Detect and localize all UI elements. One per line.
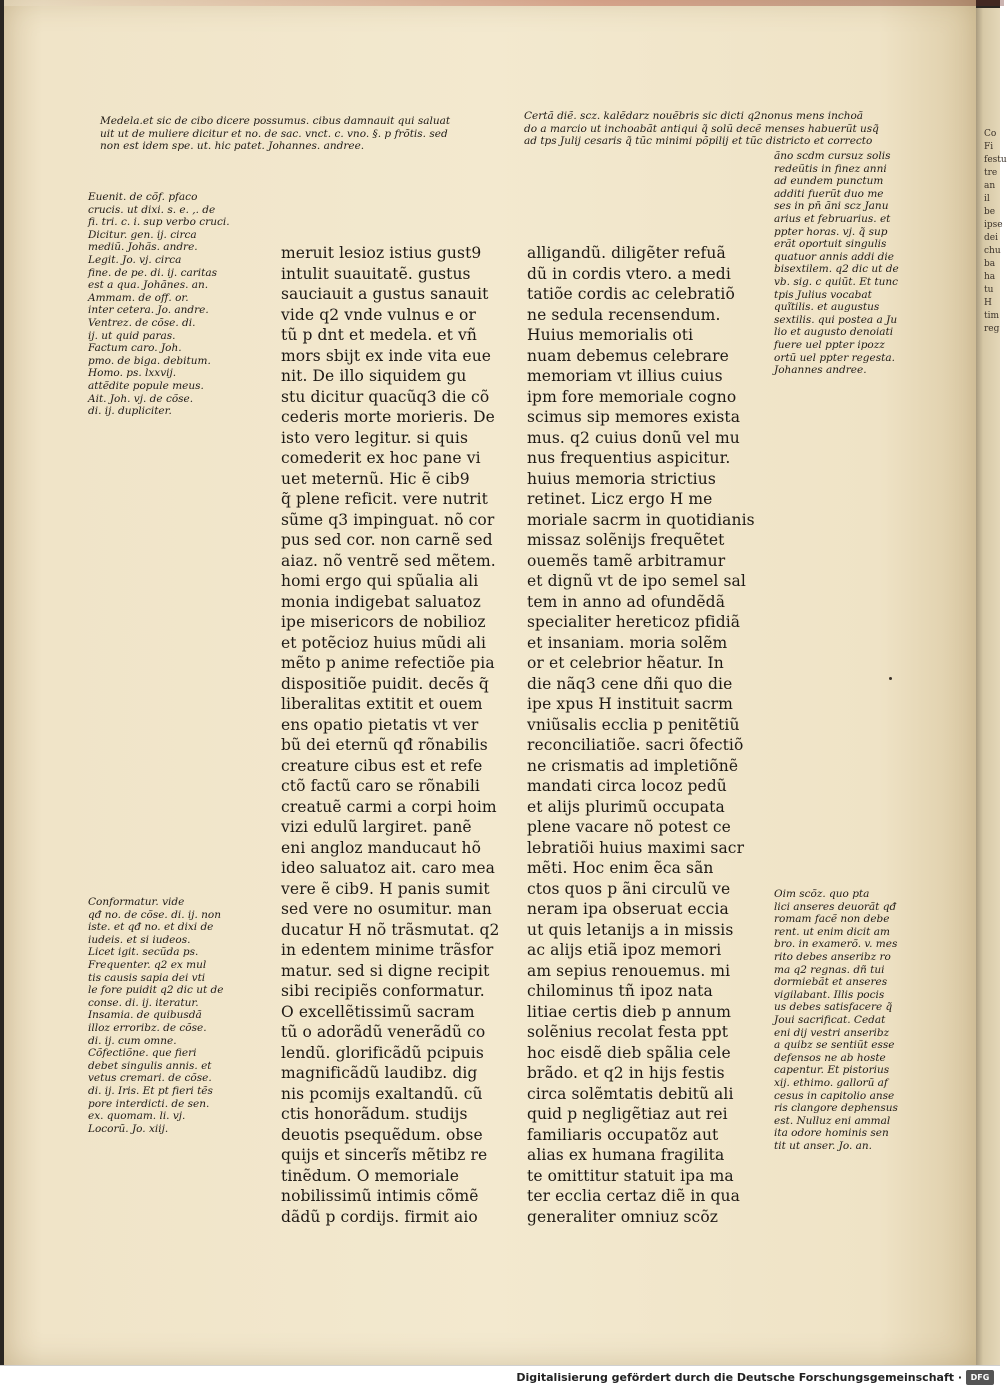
text-line: dũ in cordis vtero. a medi (527, 264, 731, 283)
text-line: alias ex humana fragilita (527, 1146, 725, 1164)
text-line: vide q2 vnde vulnus e or (281, 305, 476, 324)
text-line: Legit. Jo. vj. circa (88, 253, 182, 266)
text-line: ad tps Julij cesaris q̃ tũc minimi põpilij et tũc districto et correcto (524, 135, 873, 148)
text-line: eni dij vestri anseribz (774, 1026, 890, 1039)
text-line: quid p negligẽtiaz aut rei (527, 1105, 728, 1123)
text-line: tre (984, 168, 998, 178)
left-margin-gloss-2 (88, 896, 238, 1135)
text-line: intulit suauitatẽ. gustus (281, 264, 471, 283)
text-line: mus. q2 cuius donũ vel mu (527, 428, 740, 447)
text-line: an (984, 181, 996, 191)
text-line: fine. de pe. di. ij. caritas (88, 266, 217, 279)
text-line: specialiter hereticoz pfidiã (527, 613, 741, 631)
text-line: dãdũ p cordijs. firmit aio (281, 1207, 478, 1226)
text-line: Fi (984, 142, 994, 152)
text-line: dispositiõe puidit. decẽs q̃ (281, 674, 489, 693)
text-line: ctõ factũ caro se rõnabili (281, 777, 480, 795)
text-line: magnificãdũ laudibz. dig (281, 1064, 478, 1082)
text-line: ad eundem punctum (774, 175, 884, 188)
text-line: il (984, 194, 990, 204)
footer-bar (0, 1365, 1000, 1390)
text-line: bro. in examerõ. v. mes (774, 938, 898, 951)
text-line: circa solẽmtatis debitũ ali (527, 1084, 734, 1103)
main-text-column-1 (281, 243, 501, 1227)
text-line: litiae certis dieb p annum (527, 1002, 732, 1021)
text-line: nit. De illo siquidem gu (281, 367, 467, 385)
text-line: liberalitas extitit et ouem (281, 695, 483, 713)
adjacent-page-edge (976, 8, 1007, 1365)
text-line: et insaniam. moria solẽm (527, 633, 728, 652)
top-gloss-left (100, 115, 480, 153)
text-line: xij. ethimo. gallorũ af (774, 1076, 888, 1089)
text-line: huius memoria strictius (527, 469, 716, 488)
text-line: di. ij. dupliciter. (88, 405, 172, 418)
text-line: non est idem spe. ut. hic patet. Johannes. andree. (100, 140, 365, 153)
text-line: sibi recipiẽs conformatur. (281, 982, 485, 1000)
text-line: tatiõe cordis ac celebratiõ (527, 285, 735, 303)
text-line: Insamia. de quibusdã (88, 1009, 202, 1022)
footer-credit: Digitalisierung gefördert durch die Deutsche Forschungsgemeinschaft · (516, 1371, 962, 1384)
text-line: ctis honorãdum. studijs (281, 1105, 468, 1123)
text-line: die nãq3 cene dñi quo die (527, 674, 733, 693)
top-gloss-right (524, 110, 914, 148)
text-line: solẽnius recolat festa ppt (527, 1023, 729, 1041)
text-line: redeũtis in finez anni (774, 162, 887, 175)
text-line: ctos quos p ãni circulũ ve (527, 879, 731, 898)
text-line: Licet igit. secũda ps. (88, 946, 199, 959)
text-line: Medela.et sic de cibo dicere possumus. cibus damnauit qui saluat (100, 115, 451, 127)
right-margin-gloss-1 (774, 150, 914, 377)
text-line: homi ergo qui spũalia ali (281, 572, 479, 590)
text-line: memoriam vt illius cuius (527, 367, 723, 385)
text-line: ipe misericors de nobilioz (281, 613, 486, 631)
text-line: lio et augusto denoiati (774, 326, 894, 339)
text-line: missaz solẽnijs frequẽtet (527, 531, 725, 549)
text-line: ppter horas. vj. q̃ sup (774, 225, 888, 238)
text-line: Johannes andree. (774, 364, 867, 377)
text-line: scimus sip memores exista (527, 408, 741, 426)
text-line: ris clangore dephensus (774, 1102, 898, 1115)
text-line: alligandũ. diligẽter refuã (527, 244, 726, 262)
text-line: cederis morte morieris. De (281, 408, 495, 426)
text-line: lici anseres deuorãt qđ (774, 900, 897, 913)
text-line: tit ut anser. Jo. an. (774, 1139, 873, 1152)
text-line: conse. di. ij. iteratur. (88, 996, 199, 1009)
text-line: Factum caro. Joh. (88, 342, 182, 355)
text-line: mẽto p anime refectiõe pia (281, 654, 495, 672)
text-line: et alijs plurimũ occupata (527, 797, 725, 816)
text-line: matur. sed si digne recipit (281, 961, 490, 980)
text-line: Huius memorialis oti (527, 326, 694, 344)
text-line: te omittitur statuit ipa ma (527, 1166, 734, 1185)
text-line: ens opatio pietatis vt ver (281, 715, 479, 734)
text-line: comederit ex hoc pane vi (281, 449, 481, 467)
text-line: or et celebrior hẽatur. In (527, 654, 724, 672)
text-line: Co (984, 129, 997, 139)
text-line: ipse (984, 220, 1003, 230)
text-line: tũ o adorãdũ venerãdũ co (281, 1023, 486, 1041)
text-line: quĩtilis. et augustus (774, 301, 880, 314)
text-line: fi. tri. c. i. sup verbo cruci. (88, 216, 230, 229)
text-line: illoz erroribz. de cõse. (88, 1021, 207, 1034)
text-line: cesus in capitolio anse (774, 1089, 895, 1102)
text-line: Cõfectiõne. que fieri (88, 1047, 197, 1060)
text-line: mẽti. Hoc enim ẽca sãn (527, 859, 714, 877)
text-line: Certã diẽ. scz. kalẽdarz nouẽbris sic dicti q2nonus mens inchoã (524, 110, 864, 122)
text-line: ducatur H nõ trãsmutat. q2 (281, 920, 500, 939)
text-line: monia indigebat saluatoz (281, 592, 481, 611)
text-line: Euenit. de cõf. pfaco (88, 191, 198, 203)
text-line: ha (984, 272, 996, 282)
text-line: ac alijs etiã ipoz memori (527, 941, 722, 959)
text-line: ne crismatis ad impletiõnẽ (527, 756, 739, 775)
text-line: erãt oportuit singulis (774, 238, 887, 251)
text-line: neram ipa obseruat eccia (527, 900, 729, 918)
text-line: ma q2 regnas. dñ tui (774, 963, 885, 976)
text-line: tu (984, 285, 994, 295)
text-line: ses in pn̄ ãni scz Janu (774, 200, 889, 213)
text-line: reg (984, 324, 1000, 334)
text-line: eni angloz manducaut hõ (281, 838, 482, 857)
text-line: Dicitur. gen. ij. circa (88, 228, 197, 241)
text-line: Conformatur. vide (88, 896, 185, 908)
main-text-column-2 (527, 243, 755, 1227)
text-line: attẽdite popule meus. (88, 379, 204, 392)
text-line: brãdo. et q2 in hijs festis (527, 1064, 725, 1082)
dfg-logo: DFG (966, 1370, 994, 1385)
text-line: aiaz. nõ ventrẽ sed mẽtem. (281, 551, 496, 570)
text-line: sextilis. qui postea a Ju (774, 313, 898, 326)
text-line: chilominus tñ ipoz nata (527, 982, 713, 1000)
text-line: vetus cremari. de cõse. (88, 1072, 212, 1085)
text-line: in edentem minime trãsfor (281, 941, 494, 959)
text-line: tinẽdum. O memoriale (281, 1166, 460, 1185)
text-line: hoc eisdẽ dieb spãlia cele (527, 1043, 731, 1062)
text-line: ij. ut quid paras. (88, 329, 176, 342)
text-line: vizi edulũ largiret. panẽ (281, 818, 472, 836)
text-line: tem in anno ad ofundẽdã (527, 592, 726, 611)
text-line: quatuor annis addi die (774, 250, 894, 263)
left-margin-gloss-1 (88, 191, 228, 418)
text-line: pore interdicti. de sen. (88, 1097, 210, 1110)
text-line: sauciauit a gustus sanauit (281, 285, 489, 303)
text-line: tũ p dnt et medela. et vñ (281, 326, 477, 344)
text-line: di. ij. cum omne. (88, 1034, 177, 1047)
book-page (4, 0, 976, 1365)
text-line: uit ut de muliere dicitur et no. de sac. vnct. c. vno. §. p frõtis. sed (100, 127, 448, 140)
text-line: ita odore hominis sen (774, 1127, 889, 1140)
text-line: dormiebãt et anseres (774, 976, 888, 989)
text-line: Joui sacrificat. Cedat (774, 1013, 886, 1026)
text-line: dei (984, 233, 998, 243)
text-line: Ventrez. de cõse. di. (88, 316, 196, 329)
text-line: tim (984, 311, 1000, 321)
text-line: capentur. Et pistorius (774, 1064, 890, 1077)
text-line: plene vacare nõ potest ce (527, 818, 731, 836)
text-line: romam facẽ non debe (774, 913, 890, 926)
text-line: ba (984, 259, 996, 269)
text-line: q̃ plene reficit. vere nutrit (281, 490, 489, 508)
text-line: additi fuerũt duo me (774, 187, 884, 200)
text-line: inter cetera. Jo. andre. (88, 304, 209, 317)
text-line: mors sbijt ex inde vita eue (281, 346, 492, 365)
text-line: festu (984, 155, 1007, 165)
text-line: chu (984, 246, 1001, 256)
text-line: O excellẽtissimũ sacram (281, 1002, 475, 1021)
text-line: generaliter omniuz scõz (527, 1207, 719, 1226)
text-line: pmo. de biga. debitum. (88, 354, 211, 367)
text-line: nobilissimũ intimis cõmẽ (281, 1187, 479, 1205)
text-line: ãno scdm cursuz solis (774, 150, 891, 162)
text-line: sũme q3 impinguat. nõ cor (281, 510, 495, 529)
text-line: mediũ. Johãs. andre. (88, 241, 198, 254)
right-margin-gloss-2 (774, 888, 919, 1152)
text-line: tpis Julius vocabat (774, 288, 872, 301)
text-line: defensos ne ab hoste (774, 1051, 886, 1064)
page-top-edge (4, 0, 1004, 6)
text-line: mandati circa locoz pedũ (527, 777, 727, 795)
text-line: ipe xpus H instituit sacrm (527, 695, 733, 713)
text-line: crucis. ut dixi. s. e. ,. de (88, 203, 216, 216)
text-line: ter ecclia certaz diẽ in qua (527, 1187, 740, 1205)
text-line: Ammam. de off. or. (88, 291, 189, 304)
text-line: quijs et sincerĩs mẽtibz re (281, 1146, 488, 1164)
text-line: be (984, 207, 996, 217)
text-line: Frequenter. q2 ex mul (88, 958, 207, 971)
text-line: ut quis letanijs a in missis (527, 920, 734, 939)
text-line: us debes satisfacere q̃ (774, 1001, 893, 1014)
text-line: Locorũ. Jo. xiij. (88, 1122, 169, 1135)
text-line: ne sedula recensendum. (527, 305, 721, 324)
text-line: ideo saluatoz ait. caro mea (281, 859, 496, 877)
text-line: ouemẽs tamẽ arbitramur (527, 551, 726, 570)
text-line: creature cibus est et refe (281, 756, 483, 775)
text-line: ex. quomam. li. vj. (88, 1110, 186, 1123)
text-line: creatuẽ carmi a corpi hoim (281, 797, 497, 816)
text-line: reconciliatiõe. sacri õfectiõ (527, 736, 744, 754)
text-line: iste. et qđ no. et dixi de (88, 921, 214, 934)
text-line: bisextilem. q2 dic ut de (774, 263, 899, 276)
text-line: vb. sig. c quiũt. Et tunc (774, 275, 899, 288)
text-line: uet meternũ. Hic ẽ cib9 (281, 469, 470, 488)
text-line: Homo. ps. lxxvij. (88, 367, 177, 380)
text-line: stu dicitur quacũq3 die cõ (281, 387, 490, 406)
text-line: est. Nulluz eni ammal (774, 1114, 891, 1127)
text-line: deuotis psequẽdum. obse (281, 1125, 483, 1144)
text-line: bũ dei eternũ qđ rõnabilis (281, 736, 488, 754)
adjacent-page-text (984, 128, 1007, 336)
text-line: vigilabant. Illis pocis (774, 988, 885, 1001)
text-line: et potẽcioz huius mũdi ali (281, 633, 487, 652)
text-line: a quibz se sentiũt esse (774, 1039, 895, 1052)
text-line: est a qua. Johãnes. an. (88, 279, 209, 292)
text-line: iudeis. et si iudeos. (88, 933, 191, 946)
text-line: meruit lesioz istius gust9 (281, 244, 482, 262)
text-line: H (984, 298, 992, 308)
text-line: vniũsalis ecclia p penitẽtiũ (527, 715, 740, 734)
text-line: arius et februarius. et (774, 212, 891, 225)
text-line: nuam debemus celebrare (527, 346, 729, 365)
text-line: tis causis sapia dei vti (88, 971, 206, 984)
text-line: pus sed cor. non carnẽ sed (281, 531, 493, 549)
text-line: moriale sacrm in quotidianis (527, 510, 755, 529)
text-line: isto vero legitur. si quis (281, 428, 469, 447)
text-line: le fore puidit q2 dic ut de (88, 984, 224, 997)
text-line: am sepius renouemus. mi (527, 961, 731, 980)
text-line: rito debes anseribz ro (774, 950, 891, 963)
text-line: ipm fore memoriale cogno (527, 387, 737, 406)
text-line: lebratiõi huius maximi sacr (527, 838, 745, 857)
text-line: ortũ uel ppter regesta. (774, 351, 895, 364)
text-line: di. ij. Iris. Et pt fieri tẽs (88, 1084, 213, 1097)
text-line: debet singulis annis. et (88, 1059, 212, 1072)
ink-mark (889, 677, 892, 680)
text-line: familiaris occupatõz aut (527, 1125, 719, 1144)
text-line: et dignũ vt de ipo semel sal (527, 572, 746, 590)
text-line: nis pcomijs exaltandũ. cũ (281, 1084, 483, 1103)
text-line: retinet. Licz ergo H me (527, 490, 713, 508)
text-line: qđ no. de cõse. di. ij. non (88, 908, 221, 921)
text-line: fuere uel ppter ipozz (774, 338, 885, 351)
text-line: do a marcio ut inchoabãt antiqui q̃ solũ decẽ menses habuerũt usq̃ (524, 122, 879, 135)
text-line: vere ẽ cib9. H panis sumit (281, 879, 490, 898)
text-line: Oim scõz. quo pta (774, 888, 870, 900)
text-line: nus frequentius aspicitur. (527, 449, 731, 467)
text-line: Ait. Joh. vj. de cõse. (88, 392, 194, 405)
text-line: rent. ut enim dicit am (774, 925, 890, 938)
text-line: sed vere no osumitur. man (281, 900, 492, 918)
text-line: lendũ. glorificãdũ pcipuis (281, 1043, 484, 1062)
